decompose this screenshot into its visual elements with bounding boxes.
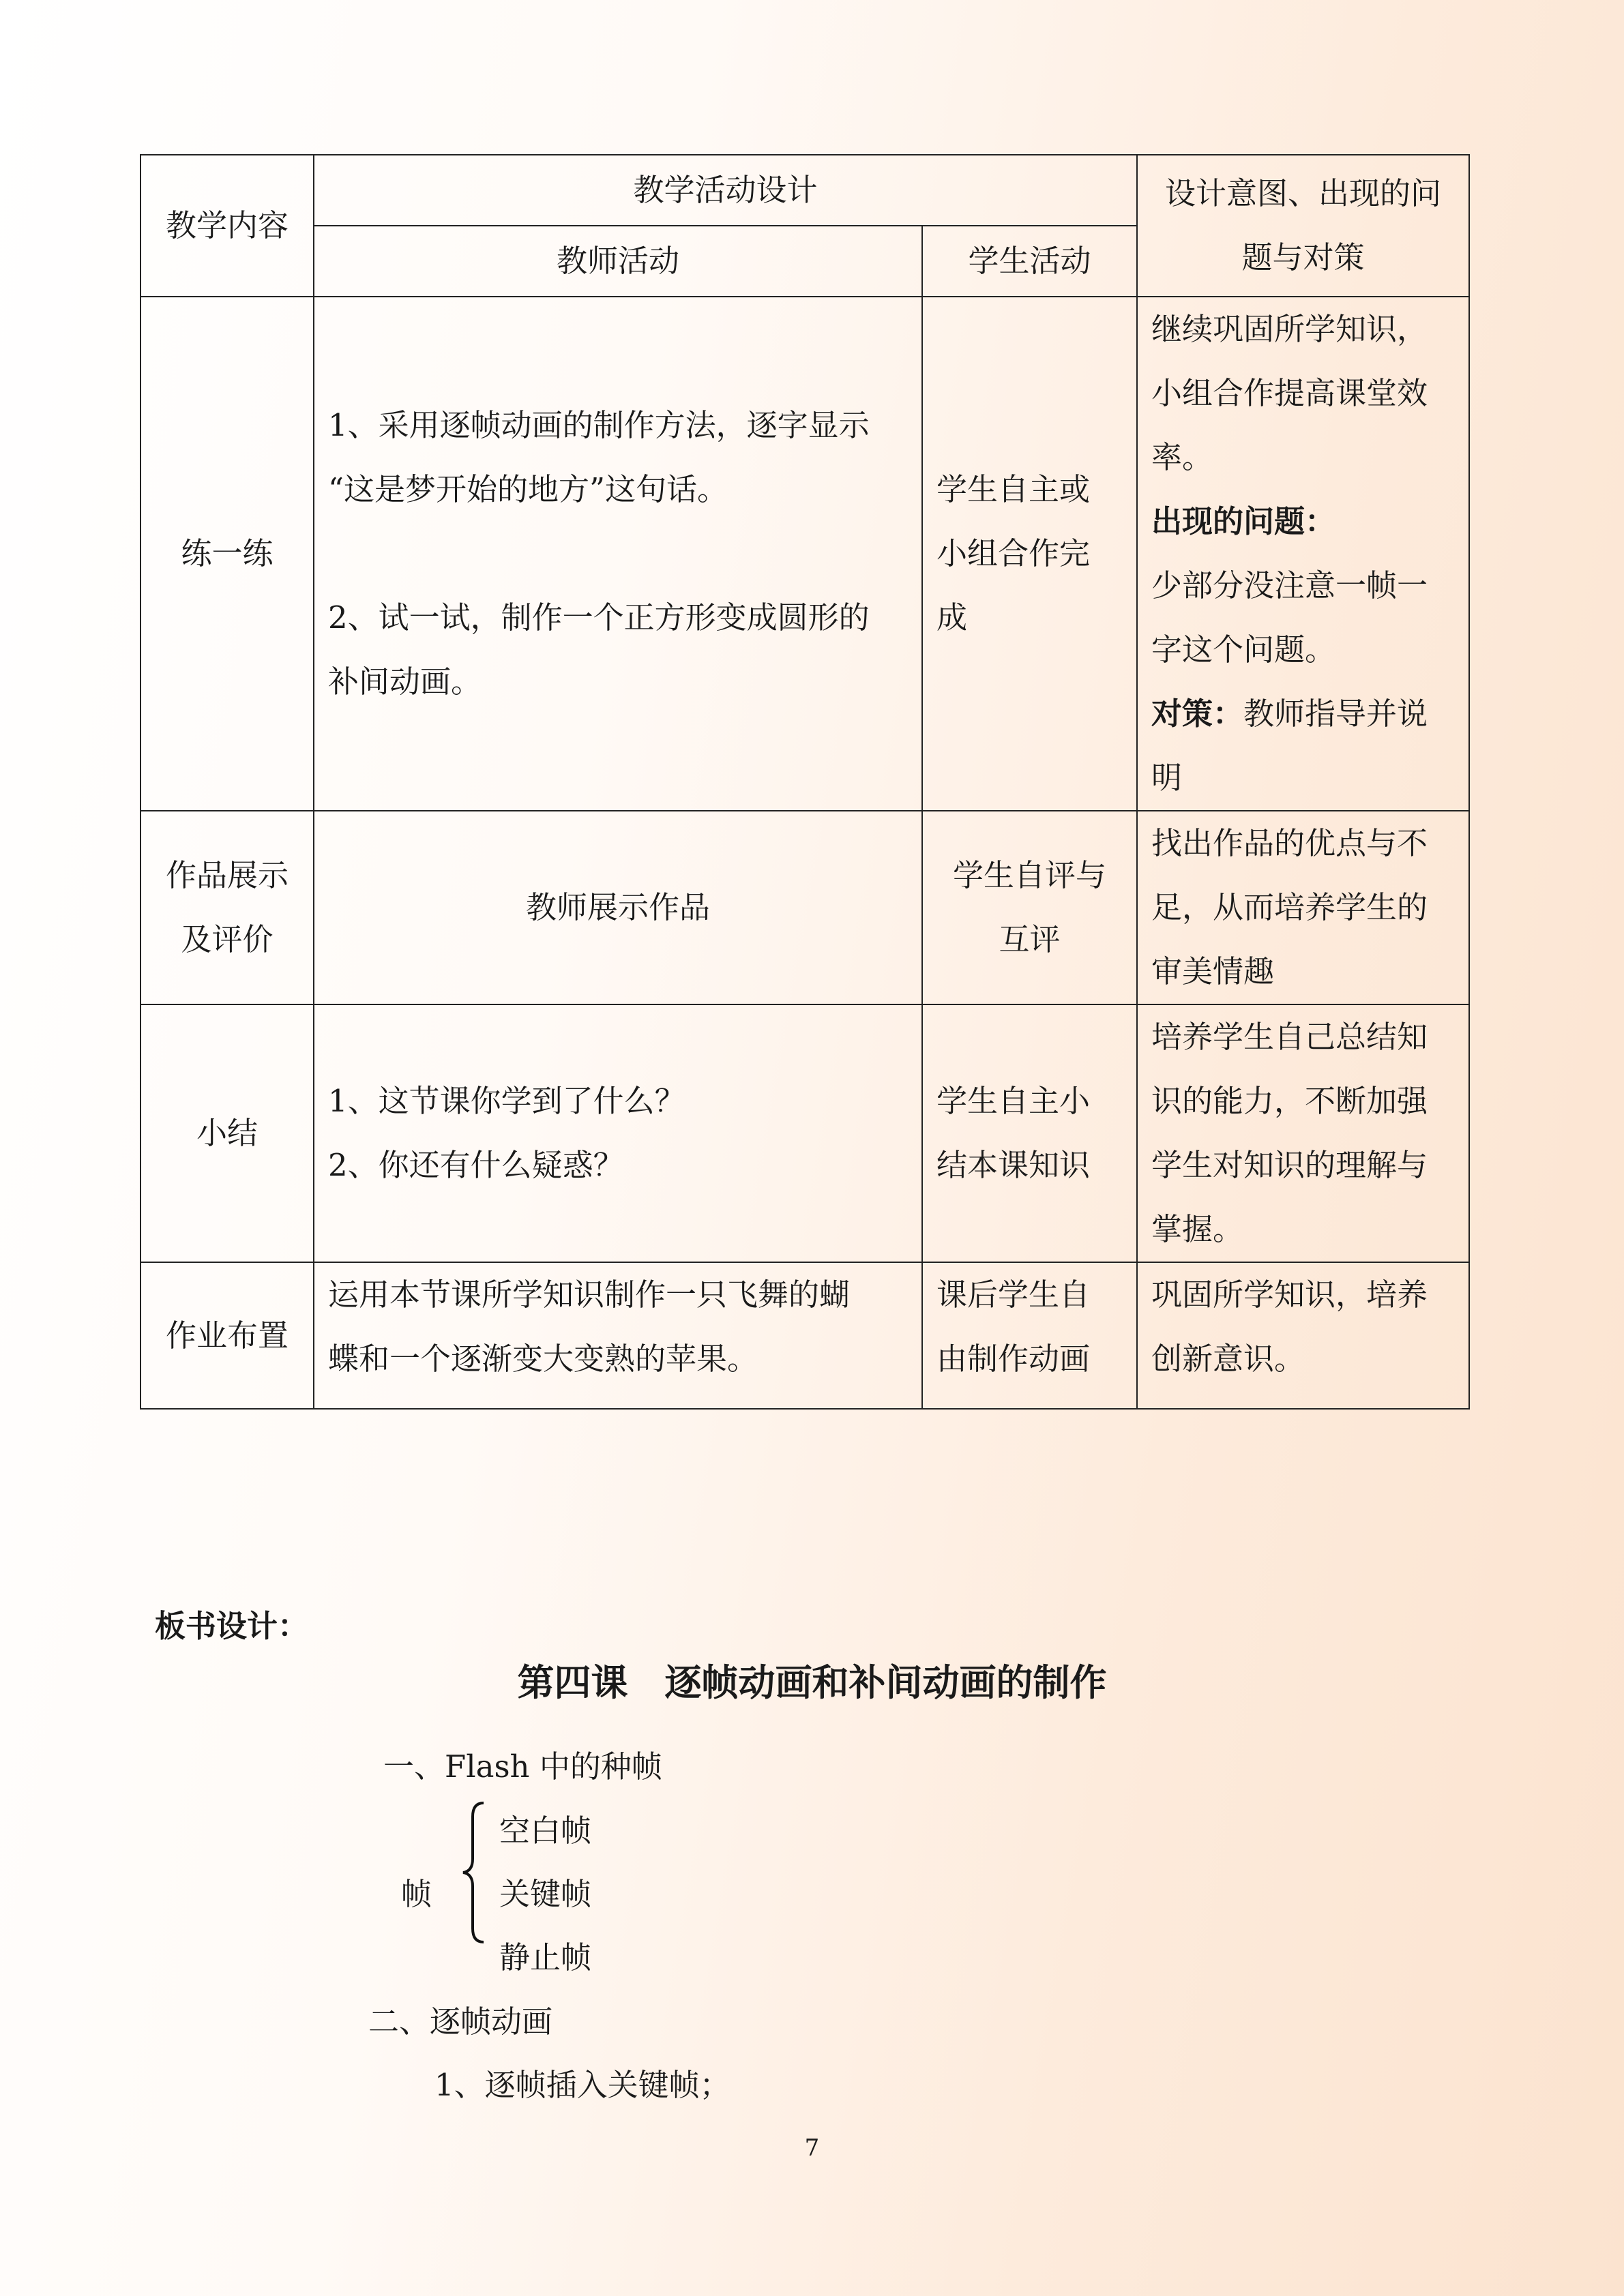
- board-title: 第四课 逐帧动画和补间动画的制作: [517, 1660, 1107, 1704]
- page-number: 7: [804, 2134, 820, 2162]
- header-content: 教学内容: [141, 155, 314, 297]
- strategy-label: 对策：: [1151, 696, 1244, 732]
- header-student: 学生活动: [922, 226, 1137, 297]
- header-row: [141, 155, 1469, 226]
- row-content: 小结: [141, 1004, 314, 1262]
- table-row: [141, 1262, 1469, 1409]
- board-label: 板书设计：: [155, 1608, 309, 1644]
- lesson-plan-table: [140, 154, 1470, 1410]
- row-teacher: 教师展示作品: [314, 811, 922, 1004]
- table-row: [141, 811, 1469, 1004]
- frame-type-item: 关键帧: [499, 1876, 592, 1912]
- frame-type-item: 空白帧: [499, 1813, 592, 1849]
- row-design: 巩固所学知识，培养 创新意识。: [1137, 1262, 1469, 1409]
- header-teacher: 教师活动: [314, 226, 922, 297]
- row-student: 学生自主小 结本课知识: [922, 1004, 1137, 1262]
- row-student: 学生自主或 小组合作完 成: [922, 297, 1137, 811]
- row-content: 作品展示 及评价: [141, 811, 314, 1004]
- table-row: [141, 297, 1469, 811]
- row-design: 找出作品的优点与不 足，从而培养学生的 审美情趣: [1137, 811, 1469, 1004]
- row-teacher: 1、采用逐帧动画的制作方法，逐字显示 “这是梦开始的地方”这句话。 2、试一试，制作一个正方形变成圆形的 补间动画。: [314, 297, 922, 811]
- header-intent: 设计意图、出现的问 题与对策: [1137, 155, 1469, 297]
- row-design: 培养学生自己总结知 识的能力，不断加强 学生对知识的理解与 掌握。: [1137, 1004, 1469, 1262]
- section-1-heading: 一、Flash 中的种帧: [383, 1748, 662, 1785]
- row-teacher: 1、这节课你学到了什么？ 2、你还有什么疑惑？: [314, 1004, 922, 1262]
- problem-label: 出现的问题：: [1151, 503, 1336, 539]
- row-teacher: 运用本节课所学知识制作一只飞舞的蝴 蝶和一个逐渐变大变熟的苹果。: [314, 1262, 922, 1409]
- frame-root: 帧: [401, 1876, 432, 1912]
- row-content: 作业布置: [141, 1262, 314, 1409]
- section-2-heading: 二、逐帧动画: [368, 2003, 553, 2040]
- row-student: 学生自评与 互评: [922, 811, 1137, 1004]
- row-design: 继续巩固所学知识， 小组合作提高课堂效 率。 出现的问题： 少部分没注意一帧一 字这个问题。 对策：教师指导并说 明: [1137, 297, 1469, 811]
- frame-type-item: 静止帧: [499, 1939, 592, 1976]
- table-row: [141, 1004, 1469, 1262]
- section-2-item: 1、逐帧插入关键帧；: [434, 2067, 730, 2103]
- row-content: 练一练: [141, 297, 314, 811]
- header-activity-design: 教学活动设计: [314, 155, 1137, 226]
- row-student: 课后学生自 由制作动画: [922, 1262, 1137, 1409]
- curly-brace-icon: [460, 1800, 488, 1945]
